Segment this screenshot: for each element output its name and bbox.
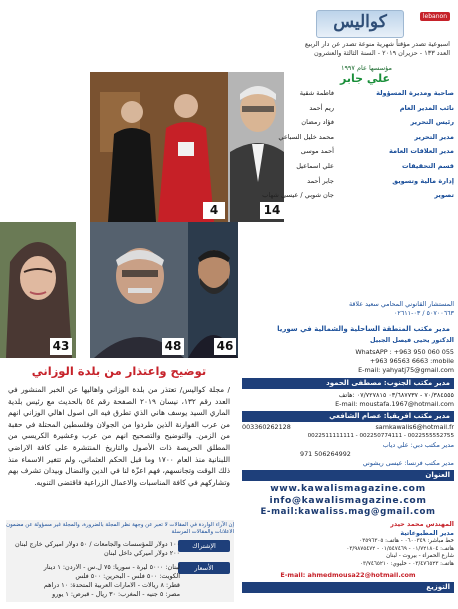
- phone-line: هاتف: ٠١/٧٢١٨٠٤ - ٠١/٥٤٧٤٦٩ - ٠٣/٩٨٧٥٤٧٢: [346, 545, 454, 552]
- staff-role: صاحبة ومديرة المسؤولة: [376, 89, 454, 97]
- staff-role: نائب المدير العام: [399, 103, 454, 112]
- disclaimer-notice: إن الآراء الواردة في المقالات لا تعبر عن وجهة نظر المجلة بالضرورة، والمجلة غير مسؤولة عن مضمون الاعلانات والمقالات المرسلة: [6, 522, 234, 535]
- staff-name: ريم أحمد: [309, 103, 334, 112]
- founder-name: علي جابر: [340, 72, 390, 85]
- africa-phone-1: 003360262128: [242, 423, 291, 431]
- page-number-4: 4: [203, 202, 225, 219]
- photo-cardinal-meeting-illustration: [90, 72, 228, 222]
- staff-row: [238, 159, 454, 174]
- staff-role: قسم التحقيقات: [402, 161, 454, 170]
- subscription-line: ٢٠٠ دولار اميركي داخل لبنان: [104, 549, 180, 557]
- syria-office-name: الدكتور يحيى فيصل الجبيل: [370, 336, 454, 344]
- dubai-phone: 971 506264992: [300, 450, 351, 458]
- staff-list: [238, 86, 454, 203]
- staff-name: فؤاد رمضان: [301, 118, 334, 127]
- address-head: العنوان: [242, 470, 454, 481]
- syria-office-head: مدير مكتب المنطقة الساحلية والشمالية في سوريا: [277, 325, 450, 333]
- africa-office-head: مدير مكتب افريقيا: عصام الشافعي: [242, 411, 454, 422]
- staff-role: إدارة مالية وتسويق: [392, 176, 454, 185]
- staff-row: [238, 130, 454, 145]
- france-office: مدير مكتب فرنسا: عيسى ريشوني: [362, 459, 454, 467]
- africa-phone-2: 0022511111111 - 002250774111 - 0022555552755: [307, 433, 454, 439]
- page-number-48: 48: [162, 338, 184, 355]
- article-body: / مجلة كواليس/ تعتذر من بلدة الوزاني واهاليها عن الخبر المنشور في العدد رقم ١٣٢، نيسان ٢٠١٩ الصفحة رقم ٥٤ بالحديث مع رئيس بلدية الماري السيد يوسف هاني الذي تطرق فيه الى اصول اهالي الوزاني انهم من عرب القوارنة الذين طردوا من الجولان وفلسطين المحتلة في حقبة من الزمن. والتوضيح والتصحيح انهم من عرب وعشيرة الكريسي من المطلق الحريصة ذات الأصول والتاريخ المنتشرة على كافة الاراضي اللبنانية منذ العام ١٧٠٠ وما قبل الحكم العثماني، ولم تتغير الاسماء منذ ذلك الوقت وتجانسهم، فهم اعزّة لنا في الدين والنضال وبيدان تشرف بهم وتشاركهم في كافة المناسبات والاعمال الزراعية فاقتضى التنويه.: [8, 385, 230, 487]
- subscribe-button[interactable]: الإشتراك: [178, 540, 230, 552]
- legal-advisor: [238, 300, 454, 318]
- staff-row: [238, 115, 454, 130]
- legal-line-1: المستشار القانوني المحامي سعيد علاقة: [348, 300, 454, 308]
- info-email-link[interactable]: info@kawalismagazine.com: [269, 495, 427, 506]
- south-phone: ٧٠/٣٨٤٥٥٥ - ٠٣/٦٨٧٧٣٧ ٠٧/٧٢٧٨١٥ :هاتف: [338, 391, 454, 399]
- masthead-line-1: اسبوعية تصدر مؤقتاً شهرية منوعة تصدر عن دار الربيع: [304, 40, 450, 48]
- staff-row: [238, 188, 454, 203]
- price-line: مصر: ٥ جنيه - المغرب: ٣٠ ريال - قبرص: ١ يورو: [52, 590, 180, 598]
- page-number-43: 43: [50, 338, 72, 355]
- staff-row: [238, 101, 454, 116]
- phone-lines: [242, 538, 454, 568]
- south-email[interactable]: E-mail: moustafa.1967@hotmail.com: [335, 400, 454, 408]
- logo-badge: lebanon: [420, 12, 450, 21]
- staff-row: [238, 86, 454, 101]
- staff-role: مدير العلاقات العامة: [389, 147, 454, 156]
- phone-line: هاتف: ٠٣/٤٧٦٥٢٣ - خليوي: ٠٣/٧٤٦٥٢١٠: [359, 560, 454, 567]
- legal-line-2: ٥٠٧٠٠٦٦٣ / ٠٣-٠٢٦١١: [393, 309, 454, 317]
- masthead-line-2: العدد ١٣٣ - حزيران ٢٠١٩ - السنة الثالثة والعشرون: [313, 49, 450, 57]
- staff-role: تصوير: [434, 191, 454, 200]
- staff-name: جان شوبي / عيسى شهاب: [262, 191, 334, 200]
- design-role: مدير المطبوعاتية: [400, 529, 454, 537]
- south-office-head: مدير مكتب الجنوب: مصطفى الحمود: [242, 378, 454, 389]
- page-number-46: 46: [214, 338, 236, 355]
- prices-button[interactable]: الأسعار: [178, 562, 230, 574]
- distribution-head: التوزيع: [242, 582, 454, 593]
- phone-line: شارع الحمراء - بيروت - لبنان: [386, 553, 454, 559]
- subscription-line: ١٠٠ دولار للمؤسسات والجامعات / ٥٠ دولار اميركي خارج لبنان: [15, 540, 180, 548]
- website-link[interactable]: www.kawalismagazine.com: [270, 483, 426, 494]
- logo: كواليس: [333, 12, 387, 32]
- logo-box: [316, 10, 404, 38]
- page-number-14: 14: [260, 202, 284, 219]
- photo-woman-hijab: [0, 222, 76, 358]
- phone-line: خط مباشر: ٠٦٠٠٣٤٩ - هاتف: ٠٣٥٩٦٣٠٥: [359, 538, 454, 544]
- syria-whatsapp: WhatsAPP : +963 950 060 055: [355, 348, 454, 356]
- staff-row: [238, 174, 454, 189]
- design-name: المهندس محمد حيدر: [390, 520, 454, 528]
- mag-email-link[interactable]: E-mail:kawaliss.mag@gmail.com: [260, 507, 436, 517]
- staff-row: [238, 144, 454, 159]
- staff-role: مدير التحرير: [414, 132, 454, 141]
- article-title: توضيح واعتذار من بلدة الوزاني: [31, 364, 207, 378]
- africa-email-1[interactable]: samkawalis6@hotmail.fr: [375, 423, 454, 431]
- founder-label: مؤسسها عام ١٩٩٧: [340, 64, 392, 72]
- red-email[interactable]: E-mail: ahmedmousa22@hotmail.com: [280, 571, 416, 579]
- price-line: قطر: ٨ ريالات - الامارات العربية المتحدة: ١٠ دراهم: [43, 581, 180, 589]
- staff-name: فاطمة شقية: [299, 89, 334, 97]
- staff-name: جابر أحمد: [307, 176, 334, 185]
- photo-man-mustache: [90, 222, 188, 358]
- price-line: الكويت: ٥٠٠ فلس - البحرين: ٥٠٠ فلس: [75, 572, 180, 580]
- dubai-office: مدير مكتب دبي: علي دياب: [382, 441, 454, 449]
- staff-role: رئيس التحرير: [410, 118, 454, 127]
- syria-mobile: +963 96563 6663 :mobile: [369, 357, 454, 365]
- photo-cardinal-meeting: [90, 72, 228, 222]
- photo-man-beard: [188, 222, 238, 358]
- staff-name: محمد خليل السباعي: [278, 132, 334, 141]
- price-line: لبنان: ٥٠٠٠ ليرة - سوريا: ٧٥ ل.س - الاردن: ١ دينار: [43, 563, 180, 571]
- syria-email[interactable]: E-mail: yahyatj75@gmail.com: [358, 366, 454, 374]
- staff-name: أحمد موسى: [300, 147, 334, 156]
- staff-name: علي اسماعيل: [296, 161, 334, 170]
